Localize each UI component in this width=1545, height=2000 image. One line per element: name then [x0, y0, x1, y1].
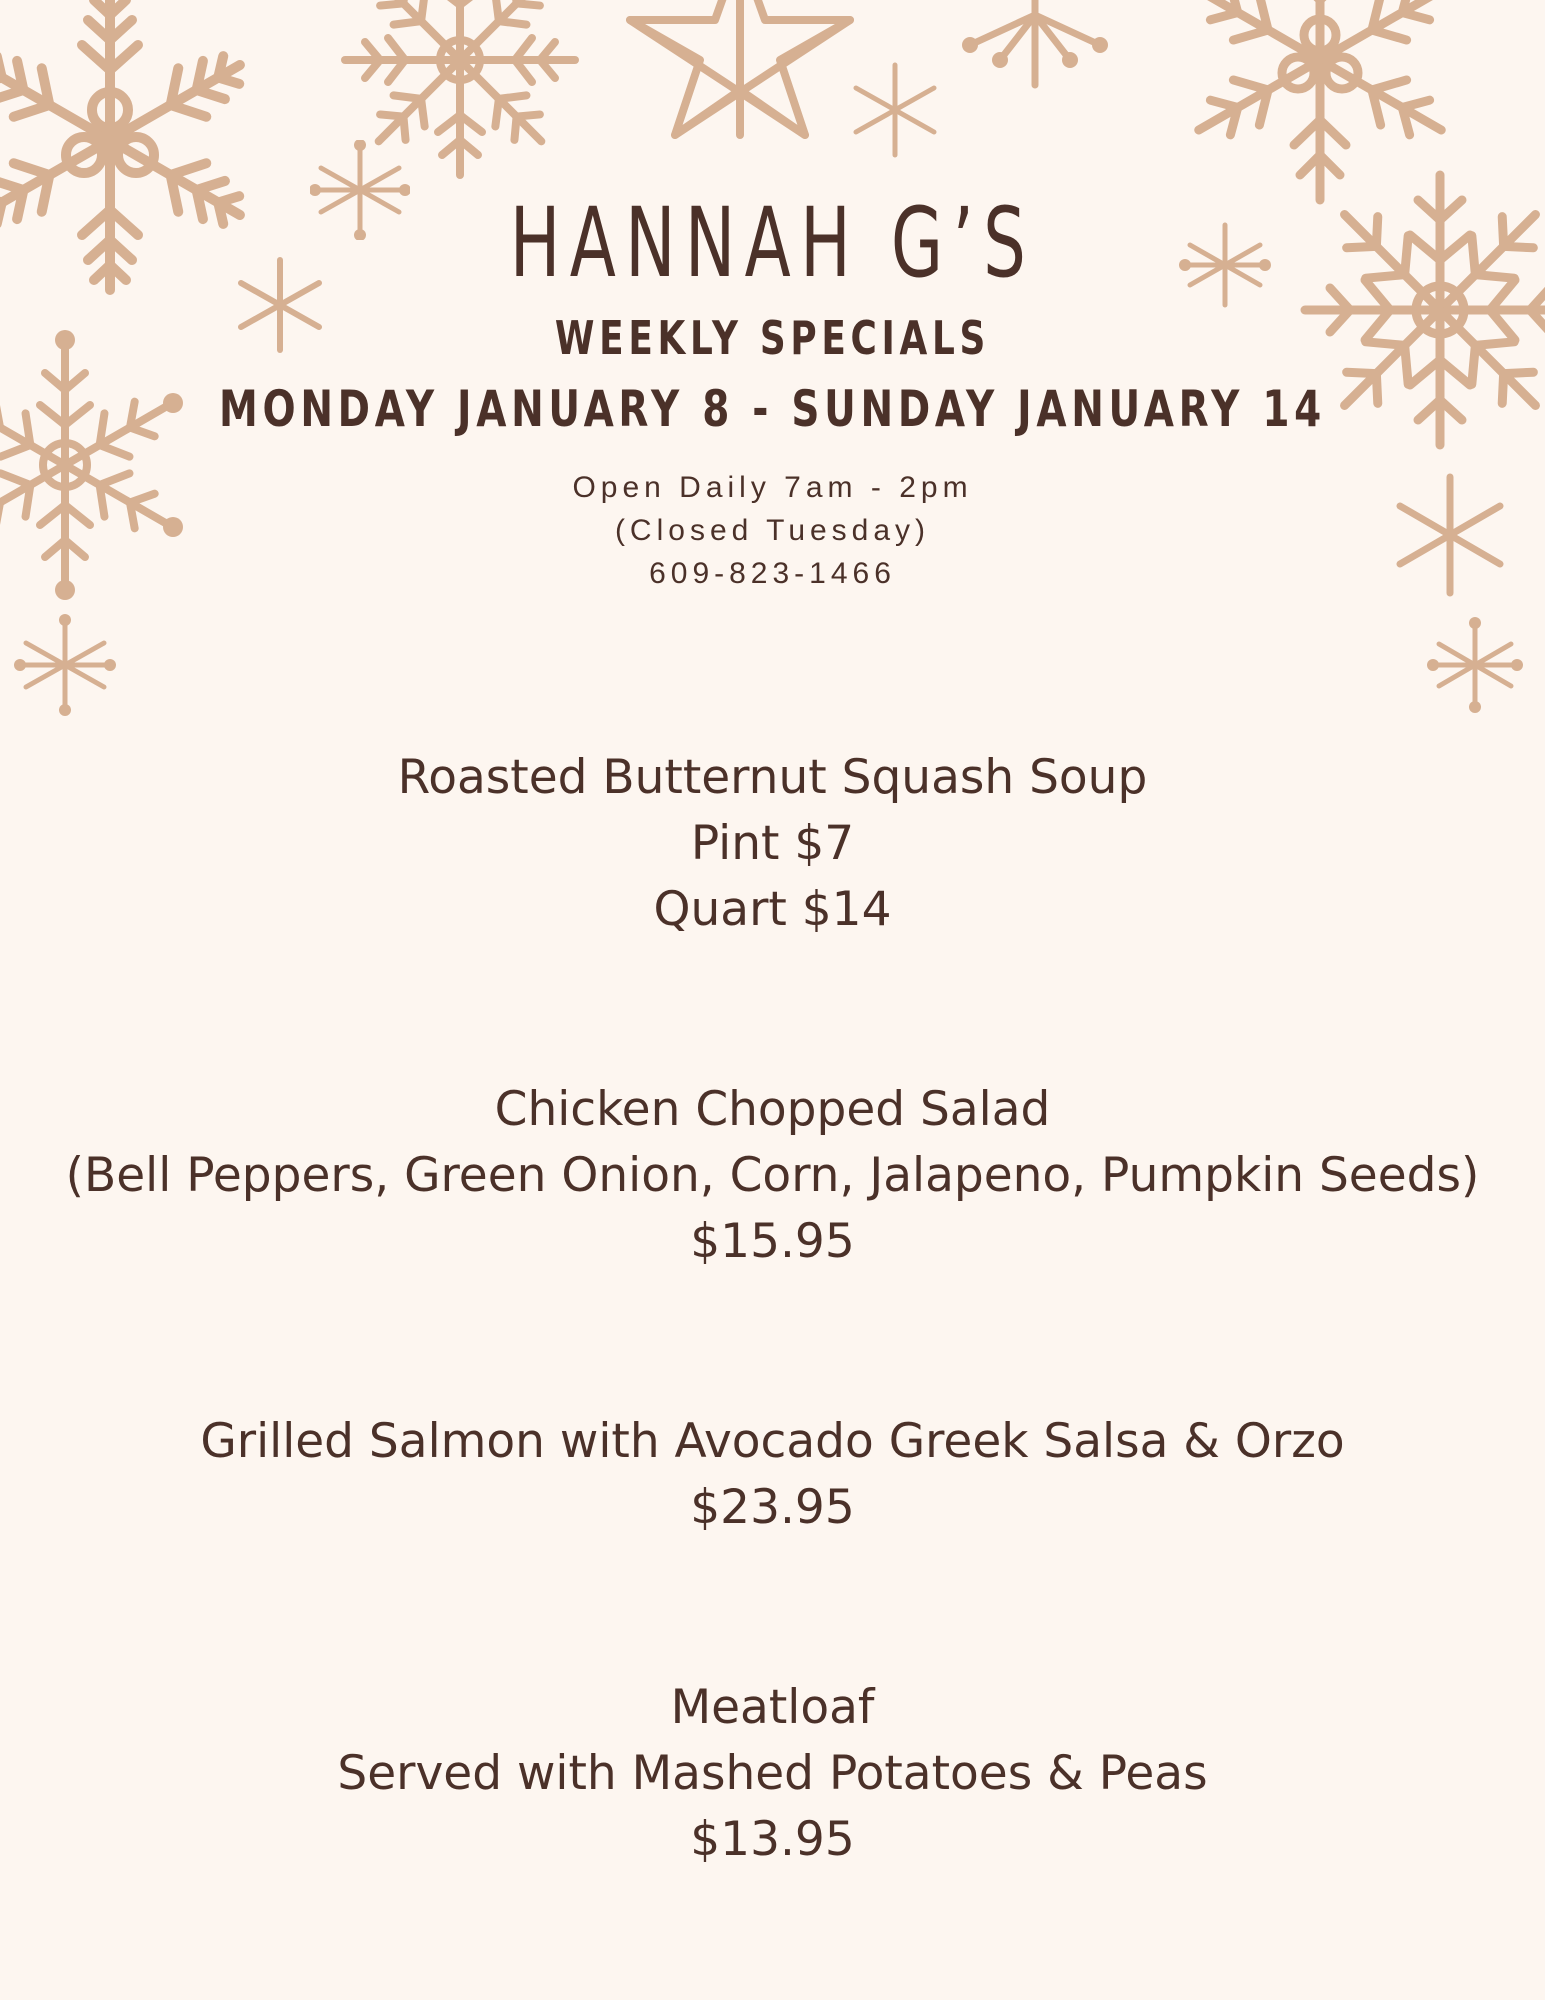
- menu-item: [0, 1675, 1545, 1873]
- menu-item-price: Pint $7: [690, 816, 855, 871]
- snowflake-icon: [845, 60, 945, 160]
- menu-item-price: Quart $14: [653, 882, 892, 937]
- menu-item-description: (Bell Peppers, Green Onion, Corn, Jalapeno, Pumpkin Seeds): [65, 1148, 1480, 1203]
- snowflake-icon: [950, 0, 1120, 100]
- closed-day: (Closed Tuesday): [614, 514, 931, 547]
- menu-item-name: Meatloaf: [670, 1680, 875, 1735]
- menu-item-description: Served with Mashed Potatoes & Peas: [337, 1746, 1208, 1801]
- restaurant-name: HANNAH G’S: [509, 187, 1036, 299]
- menu-item-name: Roasted Butternut Squash Soup: [397, 750, 1148, 805]
- snowflake-icon: [1425, 615, 1525, 715]
- specials-list: [0, 745, 1545, 1873]
- menu-item-price: $15.95: [690, 1214, 855, 1269]
- menu-item-name: Chicken Chopped Salad: [494, 1082, 1051, 1137]
- menu-item-name: Grilled Salmon with Avocado Greek Salsa & Orzo: [200, 1414, 1345, 1469]
- snowflake-icon: [10, 610, 120, 720]
- phone-number: 609-823-1466: [649, 557, 896, 590]
- date-range: MONDAY JANUARY 8 - SUNDAY JANUARY 14: [219, 380, 1326, 438]
- menu-item: [0, 745, 1545, 943]
- business-info: [0, 466, 1545, 595]
- menu-header: [0, 188, 1545, 595]
- menu-item: [0, 1077, 1545, 1275]
- opening-hours: Open Daily 7am - 2pm: [572, 471, 973, 504]
- menu-item-price: $13.95: [690, 1812, 855, 1867]
- menu-item: [0, 1409, 1545, 1541]
- specials-heading: WEEKLY SPECIALS: [554, 311, 991, 365]
- menu-item-price: $23.95: [690, 1480, 855, 1535]
- snowflake-icon: [610, 0, 870, 140]
